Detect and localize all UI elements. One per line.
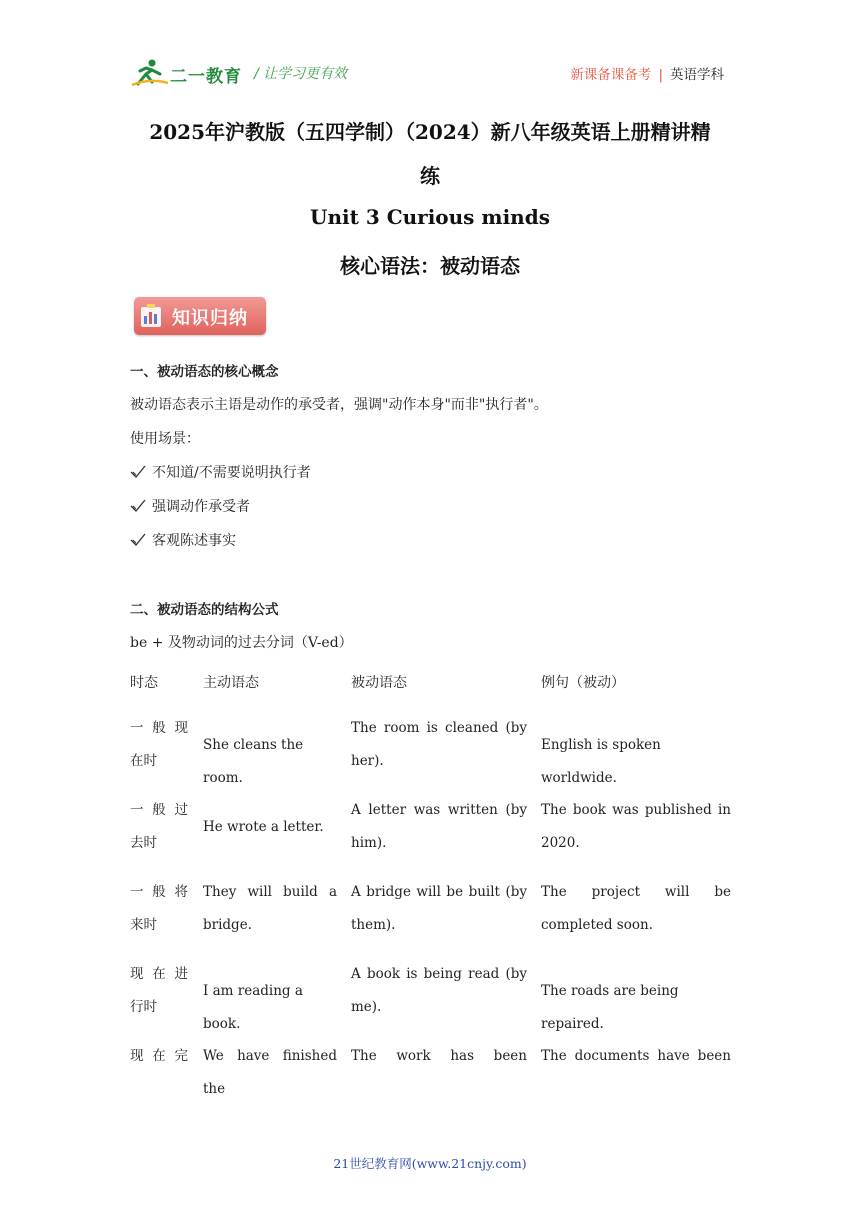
table-cell-tense: 行时 [130,999,157,1015]
table-cell-tense: 来时 [130,917,157,933]
scene-item-text: 客观陈述事实 [152,533,236,549]
doc-title-line2: 练 [420,164,440,188]
table-cell-active: She cleans the room. [203,737,304,786]
scene-item [130,462,311,482]
table-cell-tense: 现 在 进 [130,966,188,982]
table-cell-example: The book was published in [541,802,731,818]
scene-item [130,530,236,550]
table-header-cell: 例句（被动） [541,675,625,691]
table-cell-passive: them). [351,917,396,933]
table-cell-passive: me). [351,999,382,1015]
book-chart-icon [140,304,162,328]
table-cell-example: The roads are being repaired. [541,983,679,1032]
scene-item-text: 强调动作承受者 [152,499,250,515]
table-cell-active: We have finished the [203,1048,337,1097]
table-cell-example: English is spoken worldwide. [541,737,661,786]
table-cell-active: They will build a [203,884,337,900]
table-header-cell: 主动语态 [203,675,259,691]
section2-formula: be + 及物动词的过去分词（V-ed） [130,635,353,651]
table-cell-tense: 去时 [130,835,157,851]
unit-title: Unit 3 Curious minds [310,205,550,229]
table-cell-example: completed soon. [541,917,653,933]
logo-text: 二一教育 [170,67,242,87]
section2-heading: 二、被动语态的结构公式 [130,602,279,618]
table-cell-active: He wrote a letter. [203,819,324,835]
table-cell-passive: The work has been [351,1048,527,1064]
table-cell-passive: him). [351,835,387,851]
header-tag-prep: 新课备课备考 [570,67,652,83]
slogan: / 让学习更有效 [254,66,348,82]
table-cell-tense: 一 般 现 [130,720,188,736]
section1-scenes-label: 使用场景： [130,431,200,447]
section1-definition: 被动语态表示主语是动作的承受者，强调"动作本身"而非"执行者"。 [130,397,548,413]
knowledge-summary-badge [134,297,266,335]
header-subject: 英语学科 [670,67,724,83]
table-cell-passive: A book is being read (by [351,966,527,982]
header-right [570,63,724,83]
section1-heading: 一、被动语态的核心概念 [130,364,279,380]
topic-title: 核心语法：被动语态 [340,254,520,278]
table-cell-example: The documents have been [541,1048,731,1064]
table-header-cell: 被动语态 [351,675,407,691]
scene-item-text: 不知道/不需要说明执行者 [152,465,311,481]
table-cell-tense: 现 在 完 [130,1048,188,1064]
table-cell-example: 2020. [541,835,580,851]
checkmark-icon [130,465,146,479]
table-cell-passive: The room is cleaned (by [351,720,527,736]
scene-item [130,496,250,516]
table-header-cell: 时态 [130,675,158,691]
checkmark-icon [130,533,146,547]
table-cell-example: The project will be [541,884,731,900]
page-footer: 21世纪教育网(www.21cnjy.com) [333,1156,527,1171]
checkmark-icon [130,499,146,513]
table-cell-active: bridge. [203,917,252,933]
table-cell-passive: A letter was written (by [351,802,527,818]
table-cell-tense: 在时 [130,753,157,769]
badge-label: 知识归纳 [172,308,248,329]
doc-title-line1: 2025年沪教版（五四学制）（2024）新八年级英语上册精讲精 [149,120,711,144]
table-cell-tense: 一 般 将 [130,884,188,900]
table-cell-tense: 一 般 过 [130,802,188,818]
page-header [130,56,730,90]
table-cell-passive: her). [351,753,384,769]
header-separator: | [658,67,663,83]
table-cell-passive: A bridge will be built (by [351,884,527,900]
table-cell-active: I am reading a book. [203,983,303,1032]
